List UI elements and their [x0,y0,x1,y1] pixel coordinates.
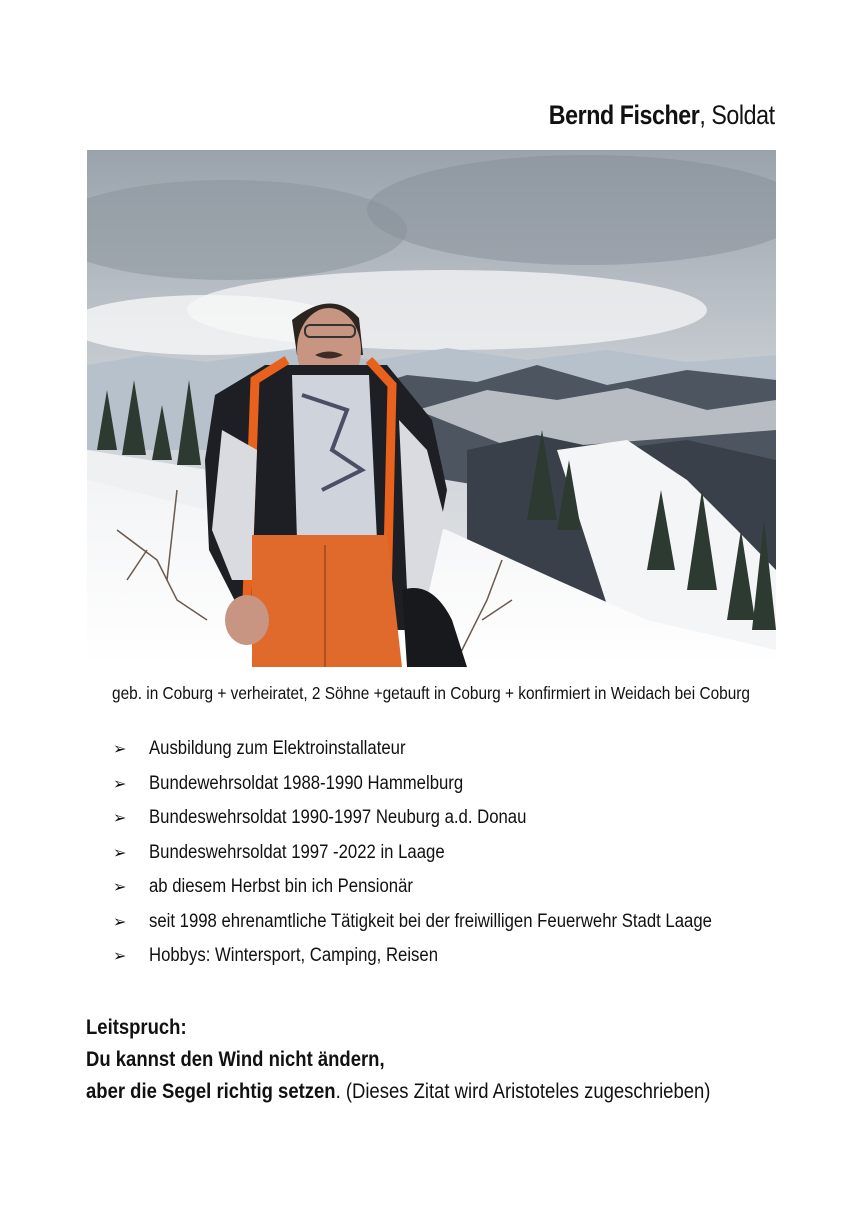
person-name: Bernd Fischer [549,100,700,130]
list-item-text: Bundeswehrsoldat 1997 -2022 in Laage [149,841,445,863]
bio-list [113,732,789,974]
list-item-text: Hobbys: Wintersport, Camping, Reisen [149,945,439,967]
person-role: , Soldat [699,100,775,130]
arrow-bullet-icon: ➢ [113,741,127,759]
arrow-bullet-icon: ➢ [113,948,127,966]
arrow-bullet-icon: ➢ [113,879,127,897]
motto-attribution: . (Dieses Zitat wird Aristoteles zugeschrieben) [335,1080,711,1103]
list-item-text: Bundeswehrsoldat 1990-1997 Neuburg a.d. Donau [149,807,527,829]
arrow-bullet-icon: ➢ [113,844,127,862]
list-item-text: ab diesem Herbst bin ich Pensionär [149,876,413,898]
list-item-text: Bundewehrsoldat 1988-1990 Hammelburg [149,772,464,794]
list-item [113,836,789,871]
motto-line-2: aber die Segel richtig setzen. (Dieses Zitat wird Aristoteles zugeschrieben) [86,1080,711,1103]
list-item [113,939,789,974]
motto-label: Leitspruch: [86,1016,187,1039]
motto-line-1: Du kannst den Wind nicht ändern, [86,1048,385,1071]
list-item [113,905,789,940]
list-item [113,732,789,767]
list-item [113,767,789,802]
arrow-bullet-icon: ➢ [113,913,127,931]
list-item-text: seit 1998 ehrenamtliche Tätigkeit bei der freiwilligen Feuerwehr Stadt Laage [149,910,712,932]
portrait-photo [87,150,776,667]
caption: geb. in Coburg + verheiratet, 2 Söhne +getauft in Coburg + konfirmiert in Weidach bei Coburg [112,683,750,703]
arrow-bullet-icon: ➢ [113,810,127,828]
list-item-text: Ausbildung zum Elektroinstallateur [149,738,406,760]
list-item [113,870,789,905]
motto-block [86,1012,796,1108]
page-title [549,100,775,131]
arrow-bullet-icon: ➢ [113,775,127,793]
list-item [113,801,789,836]
